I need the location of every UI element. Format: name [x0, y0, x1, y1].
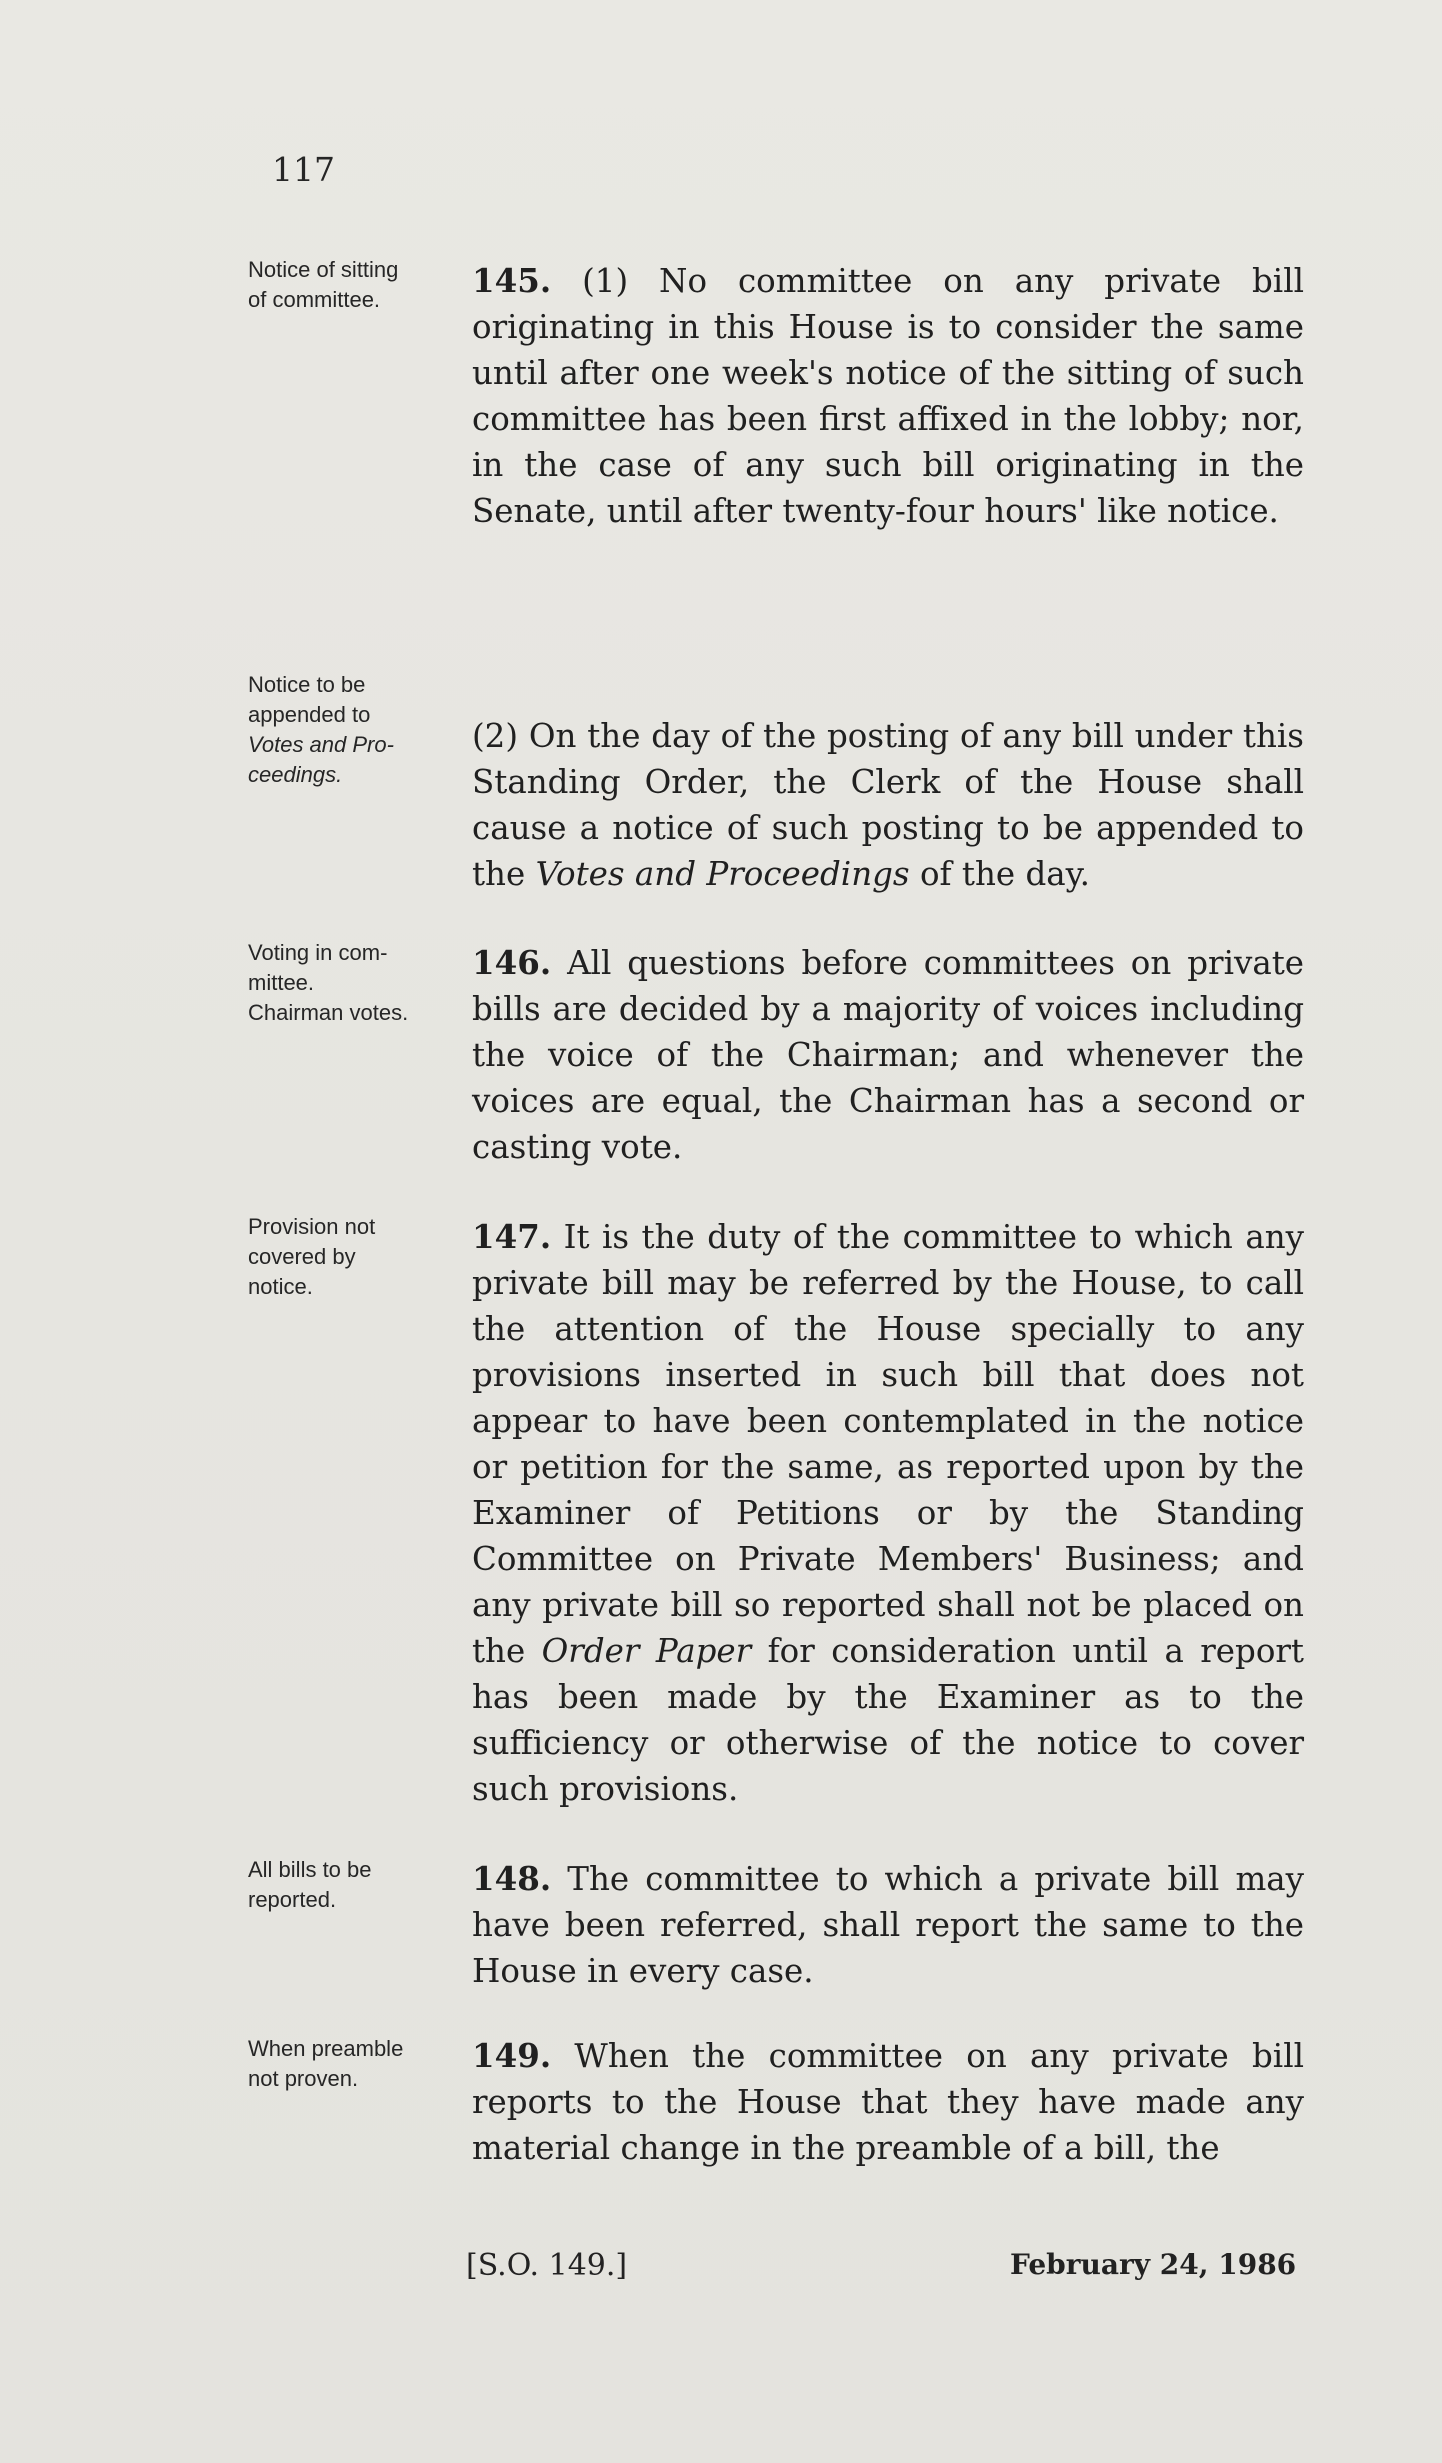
margin-note-line: Votes and Pro-	[248, 732, 394, 757]
standing-order-reference: [S.O. 149.]	[466, 2248, 628, 2283]
section-number: 149.	[472, 2036, 552, 2075]
margin-note-line: Provision not	[248, 1214, 376, 1239]
margin-note-line: Chairman votes.	[248, 1000, 409, 1025]
paragraph-italic-text: Order Paper	[541, 1632, 752, 1670]
paragraph-italic-text: Votes and Proceedings	[535, 855, 910, 893]
paragraph-text: for consideration until a report has been made by the Examiner as to the sufficiency or otherwise of the notice to cover such provisions.	[472, 1632, 1304, 1808]
paragraph-text: (2) On the day of the posting of any bill under this Standing Order, the Clerk of the House shall cause a notice of such posting to be appended to the	[472, 717, 1304, 893]
footer-date: February 24, 1986	[1010, 2248, 1297, 2281]
section-number: 146.	[472, 943, 552, 982]
paragraph-146	[472, 940, 1304, 1170]
margin-note-line: All bills to be	[248, 1857, 372, 1882]
paragraph-149	[472, 2033, 1304, 2171]
paragraph-145-2	[472, 713, 1304, 897]
margin-note-line: reported.	[248, 1887, 337, 1912]
section-number: 148.	[472, 1859, 552, 1898]
margin-note-line: notice.	[248, 1274, 313, 1299]
margin-note-line: appended to	[248, 702, 371, 727]
margin-note-line: ceedings.	[248, 762, 343, 787]
margin-note-line: When preamble	[248, 2036, 404, 2061]
margin-note-line: Notice to be	[248, 672, 366, 697]
margin-note-voting	[248, 938, 448, 1028]
paragraph-text: When the committee on any private bill reports to the House that they have made any material change in the preamble of a bill, the	[472, 2037, 1304, 2167]
paragraph-147	[472, 1214, 1304, 1812]
paragraph-text: The committee to which a private bill may have been referred, shall report the same to the House in every case.	[472, 1860, 1304, 1990]
paragraph-text: (1) No committee on any private bill originating in this House is to consider the same until after one week's notice of the sitting of such committee has been first affixed in the lobby; nor, in the case of any such bill originating in the Senate, until after twenty-four hours' like notice.	[472, 262, 1304, 530]
margin-note-line: mittee.	[248, 970, 315, 995]
section-number: 145.	[472, 261, 552, 300]
margin-note-line: of committee.	[248, 287, 381, 312]
paragraph-text: of the day.	[909, 855, 1090, 893]
paragraph-145	[472, 258, 1304, 534]
margin-note-line: covered by	[248, 1244, 356, 1269]
margin-note-line: Notice of sitting	[248, 257, 399, 282]
margin-note-all-bills-reported	[248, 1855, 448, 1915]
page-number: 117	[272, 150, 335, 189]
paragraph-148	[472, 1856, 1304, 1994]
margin-note-provision-not-covered	[248, 1212, 448, 1302]
margin-note-notice-of-sitting	[248, 255, 448, 315]
margin-note-preamble-not-proven	[248, 2034, 448, 2094]
section-number: 147.	[472, 1217, 552, 1256]
margin-note-notice-appended	[248, 670, 448, 790]
paragraph-text: All questions before committees on private bills are decided by a majority of voices including the voice of the Chairman; and whenever the voices are equal, the Chairman has a second or casting vote.	[472, 944, 1304, 1166]
paragraph-text: It is the duty of the committee to which any private bill may be referred by the House, to call the attention of the House specially to any provisions inserted in such bill that does not appear to have been contemplated in the notice or petition for the same, as reported upon by the Examiner of Petitions or by the Standing Committee on Private Members' Business; and any private bill so reported shall not be placed on the	[472, 1218, 1304, 1670]
margin-note-line: Voting in com-	[248, 940, 388, 965]
margin-note-line: not proven.	[248, 2066, 359, 2091]
